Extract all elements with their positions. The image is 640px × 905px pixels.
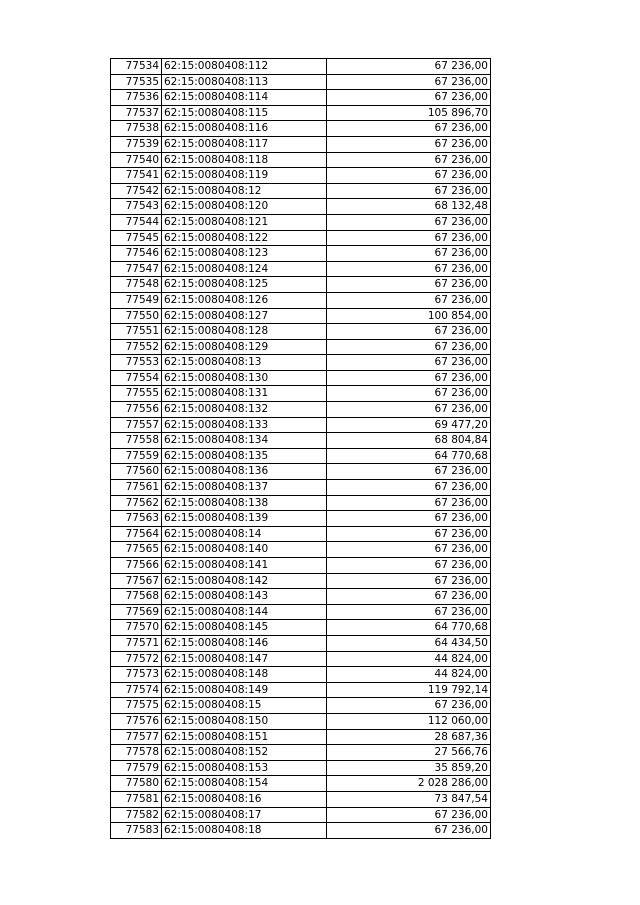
value-cell: 73 847,54 bbox=[327, 791, 491, 807]
table-row bbox=[111, 823, 491, 839]
value-cell: 67 236,00 bbox=[327, 573, 491, 589]
value-cell: 67 236,00 bbox=[327, 324, 491, 340]
row-number-cell: 77543 bbox=[111, 199, 162, 215]
row-number-cell: 77561 bbox=[111, 480, 162, 496]
cadastral-number-cell: 62:15:0080408:137 bbox=[162, 480, 327, 496]
row-number-cell: 77574 bbox=[111, 682, 162, 698]
table-row bbox=[111, 760, 491, 776]
row-number-cell: 77555 bbox=[111, 386, 162, 402]
value-cell: 67 236,00 bbox=[327, 292, 491, 308]
value-cell: 69 477,20 bbox=[327, 417, 491, 433]
cadastral-number-cell: 62:15:0080408:13 bbox=[162, 355, 327, 371]
row-number-cell: 77578 bbox=[111, 745, 162, 761]
cadastral-number-cell: 62:15:0080408:147 bbox=[162, 651, 327, 667]
table-row bbox=[111, 745, 491, 761]
value-cell: 64 770,68 bbox=[327, 448, 491, 464]
row-number-cell: 77558 bbox=[111, 433, 162, 449]
cadastral-number-cell: 62:15:0080408:144 bbox=[162, 604, 327, 620]
value-cell: 44 824,00 bbox=[327, 651, 491, 667]
cadastral-number-cell: 62:15:0080408:127 bbox=[162, 308, 327, 324]
value-cell: 100 854,00 bbox=[327, 308, 491, 324]
cadastral-number-cell: 62:15:0080408:136 bbox=[162, 464, 327, 480]
value-cell: 67 236,00 bbox=[327, 526, 491, 542]
table-row bbox=[111, 433, 491, 449]
table-body bbox=[111, 59, 491, 839]
value-cell: 2 028 286,00 bbox=[327, 776, 491, 792]
value-cell: 67 236,00 bbox=[327, 480, 491, 496]
value-cell: 64 770,68 bbox=[327, 620, 491, 636]
value-cell: 67 236,00 bbox=[327, 542, 491, 558]
row-number-cell: 77566 bbox=[111, 558, 162, 574]
value-cell: 67 236,00 bbox=[327, 214, 491, 230]
value-cell: 67 236,00 bbox=[327, 558, 491, 574]
table-row bbox=[111, 121, 491, 137]
row-number-cell: 77583 bbox=[111, 823, 162, 839]
row-number-cell: 77544 bbox=[111, 214, 162, 230]
row-number-cell: 77567 bbox=[111, 573, 162, 589]
table-row bbox=[111, 542, 491, 558]
cadastral-number-cell: 62:15:0080408:12 bbox=[162, 183, 327, 199]
cadastral-number-cell: 62:15:0080408:119 bbox=[162, 168, 327, 184]
value-cell: 28 687,36 bbox=[327, 729, 491, 745]
row-number-cell: 77572 bbox=[111, 651, 162, 667]
table-row bbox=[111, 136, 491, 152]
cadastral-number-cell: 62:15:0080408:114 bbox=[162, 90, 327, 106]
table-row bbox=[111, 495, 491, 511]
row-number-cell: 77538 bbox=[111, 121, 162, 137]
value-cell: 67 236,00 bbox=[327, 464, 491, 480]
row-number-cell: 77563 bbox=[111, 511, 162, 527]
row-number-cell: 77570 bbox=[111, 620, 162, 636]
table-row bbox=[111, 729, 491, 745]
cadastral-number-cell: 62:15:0080408:126 bbox=[162, 292, 327, 308]
value-cell: 67 236,00 bbox=[327, 152, 491, 168]
cadastral-number-cell: 62:15:0080408:14 bbox=[162, 526, 327, 542]
cadastral-number-cell: 62:15:0080408:112 bbox=[162, 59, 327, 75]
table-row bbox=[111, 776, 491, 792]
cadastral-number-cell: 62:15:0080408:153 bbox=[162, 760, 327, 776]
row-number-cell: 77541 bbox=[111, 168, 162, 184]
cadastral-number-cell: 62:15:0080408:150 bbox=[162, 713, 327, 729]
table-row bbox=[111, 464, 491, 480]
row-number-cell: 77542 bbox=[111, 183, 162, 199]
value-cell: 67 236,00 bbox=[327, 355, 491, 371]
cadastral-number-cell: 62:15:0080408:122 bbox=[162, 230, 327, 246]
value-cell: 67 236,00 bbox=[327, 136, 491, 152]
row-number-cell: 77559 bbox=[111, 448, 162, 464]
table-row bbox=[111, 667, 491, 683]
row-number-cell: 77536 bbox=[111, 90, 162, 106]
table-row bbox=[111, 620, 491, 636]
row-number-cell: 77545 bbox=[111, 230, 162, 246]
cadastral-number-cell: 62:15:0080408:142 bbox=[162, 573, 327, 589]
row-number-cell: 77534 bbox=[111, 59, 162, 75]
row-number-cell: 77577 bbox=[111, 729, 162, 745]
table-row bbox=[111, 339, 491, 355]
row-number-cell: 77554 bbox=[111, 370, 162, 386]
value-cell: 35 859,20 bbox=[327, 760, 491, 776]
cadastral-number-cell: 62:15:0080408:116 bbox=[162, 121, 327, 137]
cadastral-number-cell: 62:15:0080408:135 bbox=[162, 448, 327, 464]
value-cell: 67 236,00 bbox=[327, 277, 491, 293]
table-row bbox=[111, 324, 491, 340]
row-number-cell: 77579 bbox=[111, 760, 162, 776]
value-cell: 67 236,00 bbox=[327, 386, 491, 402]
cadastral-number-cell: 62:15:0080408:115 bbox=[162, 105, 327, 121]
table-row bbox=[111, 480, 491, 496]
cadastral-number-cell: 62:15:0080408:145 bbox=[162, 620, 327, 636]
table-row bbox=[111, 651, 491, 667]
row-number-cell: 77551 bbox=[111, 324, 162, 340]
value-cell: 67 236,00 bbox=[327, 339, 491, 355]
cadastral-number-cell: 62:15:0080408:123 bbox=[162, 246, 327, 262]
row-number-cell: 77569 bbox=[111, 604, 162, 620]
cadastral-number-cell: 62:15:0080408:15 bbox=[162, 698, 327, 714]
cadastral-number-cell: 62:15:0080408:133 bbox=[162, 417, 327, 433]
value-cell: 119 792,14 bbox=[327, 682, 491, 698]
row-number-cell: 77547 bbox=[111, 261, 162, 277]
row-number-cell: 77557 bbox=[111, 417, 162, 433]
row-number-cell: 77540 bbox=[111, 152, 162, 168]
table-row bbox=[111, 308, 491, 324]
cadastral-number-cell: 62:15:0080408:129 bbox=[162, 339, 327, 355]
table-row bbox=[111, 230, 491, 246]
row-number-cell: 77576 bbox=[111, 713, 162, 729]
table-row bbox=[111, 277, 491, 293]
table-row bbox=[111, 90, 491, 106]
row-number-cell: 77581 bbox=[111, 791, 162, 807]
table-row bbox=[111, 698, 491, 714]
row-number-cell: 77548 bbox=[111, 277, 162, 293]
table-row bbox=[111, 199, 491, 215]
table-row bbox=[111, 635, 491, 651]
value-cell: 67 236,00 bbox=[327, 90, 491, 106]
value-cell: 67 236,00 bbox=[327, 823, 491, 839]
row-number-cell: 77575 bbox=[111, 698, 162, 714]
table-row bbox=[111, 168, 491, 184]
value-cell: 67 236,00 bbox=[327, 261, 491, 277]
value-cell: 67 236,00 bbox=[327, 495, 491, 511]
cadastral-number-cell: 62:15:0080408:140 bbox=[162, 542, 327, 558]
table-row bbox=[111, 807, 491, 823]
table-row bbox=[111, 604, 491, 620]
cadastral-number-cell: 62:15:0080408:16 bbox=[162, 791, 327, 807]
row-number-cell: 77565 bbox=[111, 542, 162, 558]
value-cell: 67 236,00 bbox=[327, 604, 491, 620]
value-cell: 67 236,00 bbox=[327, 183, 491, 199]
table-row bbox=[111, 370, 491, 386]
row-number-cell: 77550 bbox=[111, 308, 162, 324]
table-row bbox=[111, 59, 491, 75]
value-cell: 67 236,00 bbox=[327, 121, 491, 137]
value-cell: 68 804,84 bbox=[327, 433, 491, 449]
row-number-cell: 77539 bbox=[111, 136, 162, 152]
row-number-cell: 77549 bbox=[111, 292, 162, 308]
cadastral-number-cell: 62:15:0080408:113 bbox=[162, 74, 327, 90]
value-cell: 67 236,00 bbox=[327, 698, 491, 714]
table-row bbox=[111, 511, 491, 527]
row-number-cell: 77562 bbox=[111, 495, 162, 511]
row-number-cell: 77568 bbox=[111, 589, 162, 605]
row-number-cell: 77571 bbox=[111, 635, 162, 651]
cadastral-number-cell: 62:15:0080408:146 bbox=[162, 635, 327, 651]
table-row bbox=[111, 74, 491, 90]
row-number-cell: 77535 bbox=[111, 74, 162, 90]
row-number-cell: 77556 bbox=[111, 402, 162, 418]
row-number-cell: 77580 bbox=[111, 776, 162, 792]
cadastral-number-cell: 62:15:0080408:120 bbox=[162, 199, 327, 215]
cadastral-number-cell: 62:15:0080408:152 bbox=[162, 745, 327, 761]
table-row bbox=[111, 386, 491, 402]
table-row bbox=[111, 448, 491, 464]
value-cell: 67 236,00 bbox=[327, 74, 491, 90]
cadastral-number-cell: 62:15:0080408:139 bbox=[162, 511, 327, 527]
cadastral-value-table bbox=[110, 58, 491, 839]
table-row bbox=[111, 417, 491, 433]
cadastral-number-cell: 62:15:0080408:130 bbox=[162, 370, 327, 386]
table-row bbox=[111, 713, 491, 729]
table-row bbox=[111, 558, 491, 574]
value-cell: 68 132,48 bbox=[327, 199, 491, 215]
value-cell: 64 434,50 bbox=[327, 635, 491, 651]
cadastral-number-cell: 62:15:0080408:134 bbox=[162, 433, 327, 449]
cadastral-number-cell: 62:15:0080408:125 bbox=[162, 277, 327, 293]
cadastral-number-cell: 62:15:0080408:151 bbox=[162, 729, 327, 745]
row-number-cell: 77564 bbox=[111, 526, 162, 542]
table-row bbox=[111, 246, 491, 262]
value-cell: 67 236,00 bbox=[327, 807, 491, 823]
value-cell: 105 896,70 bbox=[327, 105, 491, 121]
table-row bbox=[111, 682, 491, 698]
cadastral-number-cell: 62:15:0080408:128 bbox=[162, 324, 327, 340]
table-row bbox=[111, 355, 491, 371]
cadastral-number-cell: 62:15:0080408:138 bbox=[162, 495, 327, 511]
cadastral-number-cell: 62:15:0080408:141 bbox=[162, 558, 327, 574]
value-cell: 67 236,00 bbox=[327, 230, 491, 246]
cadastral-number-cell: 62:15:0080408:154 bbox=[162, 776, 327, 792]
table-row bbox=[111, 573, 491, 589]
cadastral-number-cell: 62:15:0080408:18 bbox=[162, 823, 327, 839]
cadastral-number-cell: 62:15:0080408:148 bbox=[162, 667, 327, 683]
table-row bbox=[111, 105, 491, 121]
row-number-cell: 77537 bbox=[111, 105, 162, 121]
value-cell: 67 236,00 bbox=[327, 511, 491, 527]
value-cell: 44 824,00 bbox=[327, 667, 491, 683]
cadastral-number-cell: 62:15:0080408:132 bbox=[162, 402, 327, 418]
cadastral-number-cell: 62:15:0080408:143 bbox=[162, 589, 327, 605]
table-row bbox=[111, 791, 491, 807]
value-cell: 67 236,00 bbox=[327, 402, 491, 418]
row-number-cell: 77546 bbox=[111, 246, 162, 262]
row-number-cell: 77573 bbox=[111, 667, 162, 683]
row-number-cell: 77552 bbox=[111, 339, 162, 355]
table-row bbox=[111, 183, 491, 199]
row-number-cell: 77553 bbox=[111, 355, 162, 371]
value-cell: 67 236,00 bbox=[327, 370, 491, 386]
table-row bbox=[111, 261, 491, 277]
table-row bbox=[111, 526, 491, 542]
row-number-cell: 77560 bbox=[111, 464, 162, 480]
cadastral-number-cell: 62:15:0080408:17 bbox=[162, 807, 327, 823]
table-row bbox=[111, 402, 491, 418]
value-cell: 27 566,76 bbox=[327, 745, 491, 761]
cadastral-number-cell: 62:15:0080408:124 bbox=[162, 261, 327, 277]
cadastral-number-cell: 62:15:0080408:118 bbox=[162, 152, 327, 168]
cadastral-number-cell: 62:15:0080408:131 bbox=[162, 386, 327, 402]
table-row bbox=[111, 152, 491, 168]
table-row bbox=[111, 589, 491, 605]
table-row bbox=[111, 292, 491, 308]
value-cell: 67 236,00 bbox=[327, 168, 491, 184]
value-cell: 67 236,00 bbox=[327, 589, 491, 605]
cadastral-number-cell: 62:15:0080408:149 bbox=[162, 682, 327, 698]
value-cell: 67 236,00 bbox=[327, 246, 491, 262]
value-cell: 67 236,00 bbox=[327, 59, 491, 75]
cadastral-number-cell: 62:15:0080408:121 bbox=[162, 214, 327, 230]
row-number-cell: 77582 bbox=[111, 807, 162, 823]
table-row bbox=[111, 214, 491, 230]
value-cell: 112 060,00 bbox=[327, 713, 491, 729]
cadastral-number-cell: 62:15:0080408:117 bbox=[162, 136, 327, 152]
